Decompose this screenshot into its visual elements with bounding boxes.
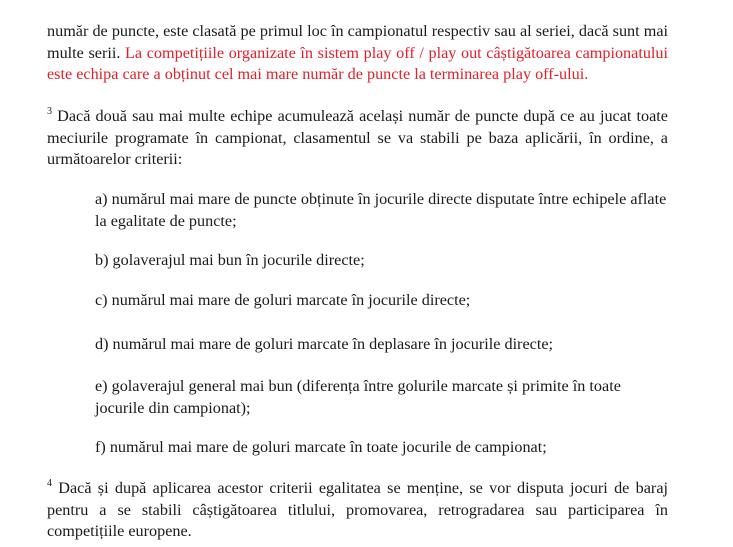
criterion-d: d) numărul mai mare de goluri marcate în deplasare în jocurile directe; (95, 335, 554, 353)
paragraph-text: număr de puncte, este clasată pe primul loc în campionatul respectiv sau al seriei, dacă sunt mai multe serii. (47, 22, 668, 62)
criterion-f: f) numărul mai mare de goluri marcate în toate jocurile de campionat; (95, 438, 547, 456)
paragraph-playoff-rule (47, 478, 668, 543)
paragraph-text: Dacă și după aplicarea acestor criterii egalitatea se menține, se vor disputa jocuri de baraj pentru a se stabili câștigătoarea titlului, promovarea, retrogradarea sau participarea în competițiile europene. (47, 479, 668, 540)
paragraph-text: Dacă două sau mai multe echipe acumulează același număr de puncte după ce au jucat toate meciurile programate în campionat, clasamentul se va stabili pe baza aplicării, în ordine, a următoarelor criterii: (47, 107, 668, 168)
criterion-a: a) numărul mai mare de puncte obținute în jocurile directe disputate între echipele aflate la egalitate de puncte; (95, 190, 667, 230)
criterion-e: e) golaverajul general mai bun (diferența între golurile marcate și primite în toate jocurile din campionat); (95, 377, 621, 417)
criterion-b: b) golaverajul mai bun în jocurile directe; (95, 251, 365, 269)
paragraph-tiebreak-intro (47, 106, 668, 171)
amendment-text: La competițiile organizate în sistem play off / play out câștigătoarea campionatului este echipa care a obținut cel mai mare număr de puncte la terminarea play off-ului. (47, 43, 668, 83)
criterion-c: c) numărul mai mare de goluri marcate în jocurile directe; (95, 291, 471, 309)
footnote-number: 3 (47, 105, 52, 117)
footnote-number: 4 (47, 477, 52, 489)
paragraph-ranking-rule (47, 21, 668, 86)
